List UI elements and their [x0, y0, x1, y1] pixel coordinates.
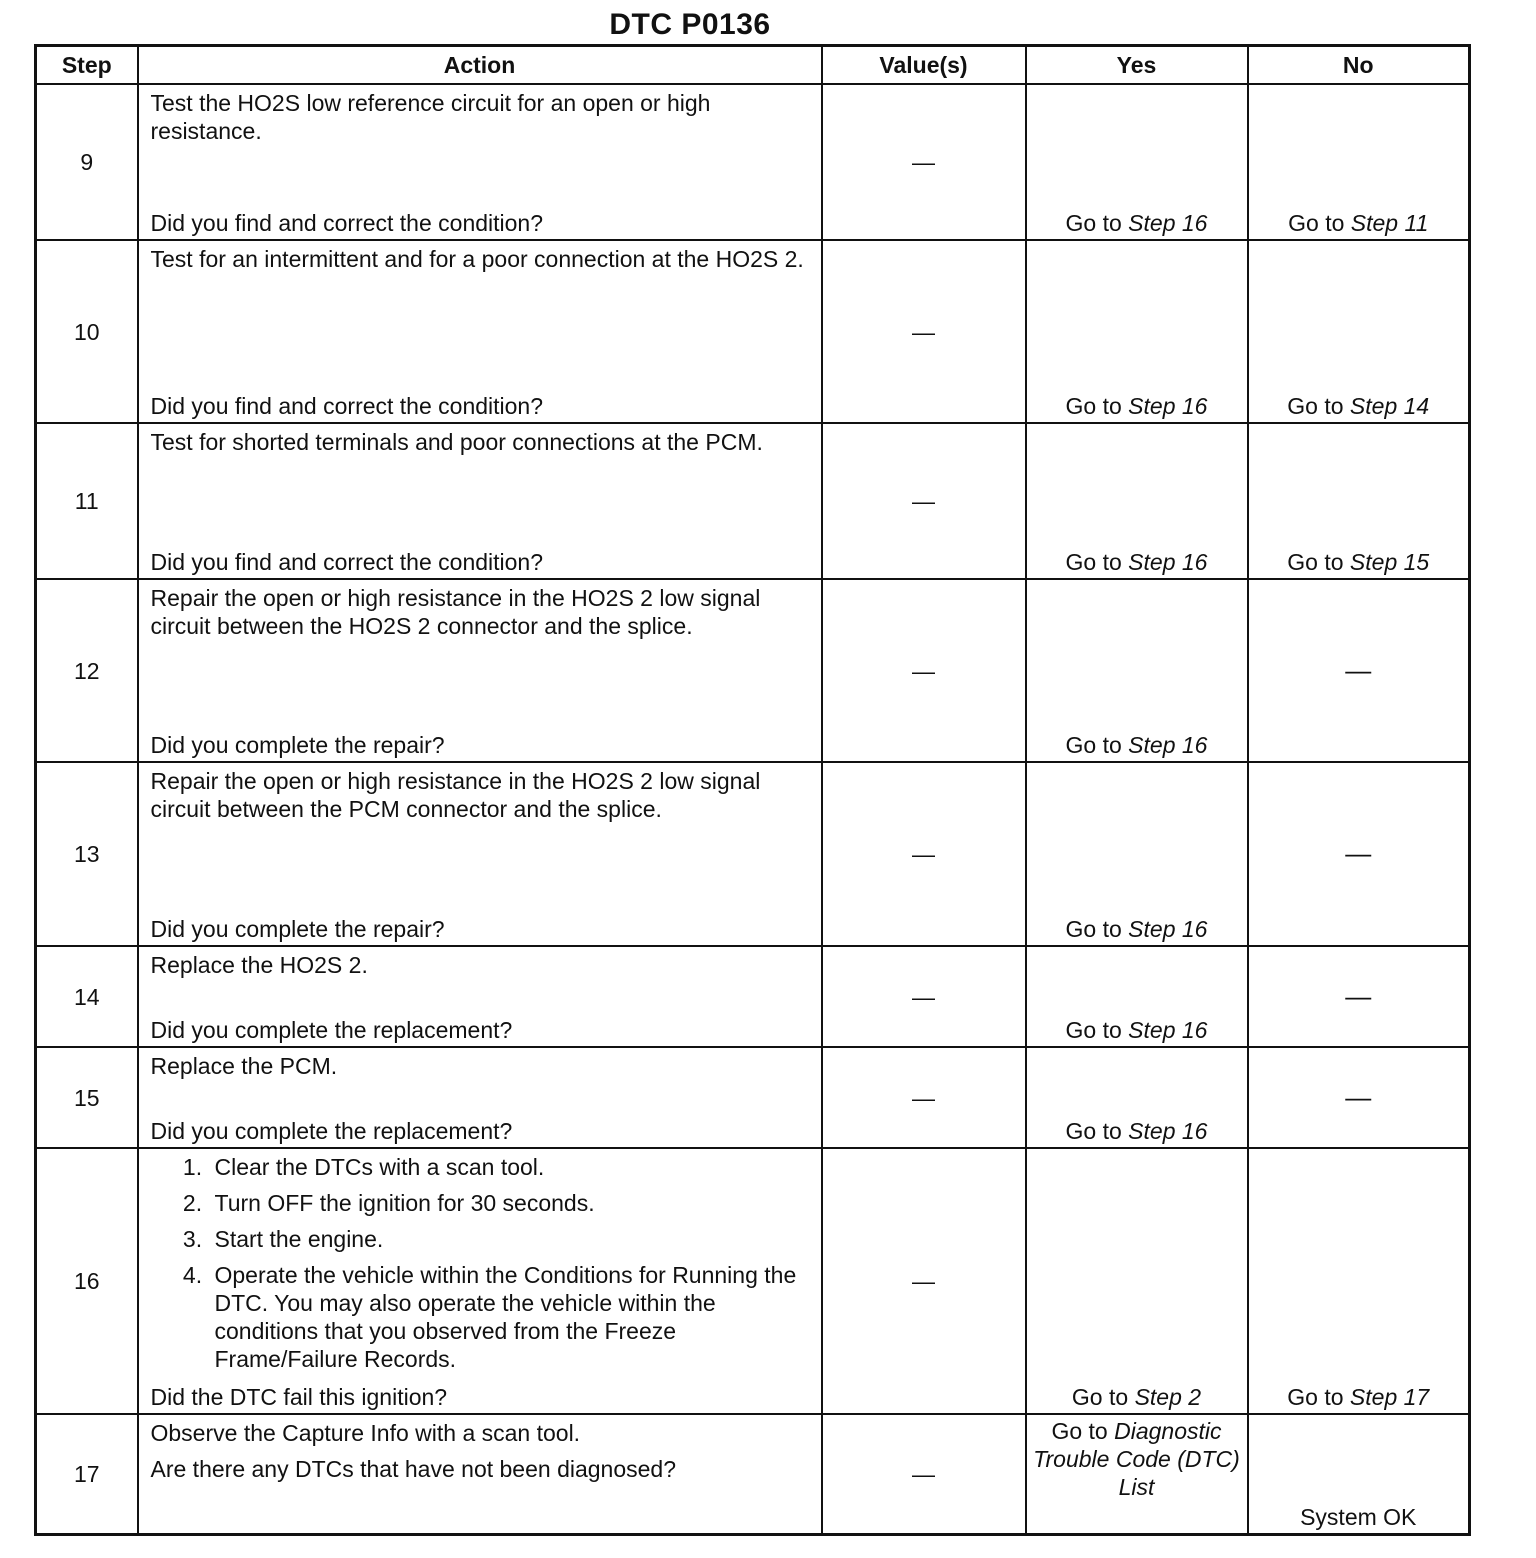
value-cell: — [822, 579, 1026, 762]
step-number: 12 [36, 579, 138, 762]
procedure-item: 1. Clear the DTCs with a scan tool. [209, 1153, 811, 1181]
step-number: 14 [36, 946, 138, 1047]
procedure-item: 2. Turn OFF the ignition for 30 seconds. [209, 1189, 811, 1217]
procedure-list [151, 1153, 811, 1373]
yes-target: Step 16 [1128, 1017, 1208, 1043]
yes-target: Step 16 [1128, 732, 1208, 758]
action-text: Repair the open or high resistance in the HO2S 2 low signal circuit between the HO2S 2 connector and the splice. [150, 585, 761, 639]
header-action: Action [138, 46, 822, 85]
step-number: 10 [36, 240, 138, 423]
yes-cell [1026, 1414, 1248, 1534]
action-question: Did you find and correct the condition? [150, 393, 544, 419]
step-number: 13 [36, 762, 138, 946]
yes-target: Diagnostic Trouble Code (DTC) List [1033, 1418, 1240, 1500]
action-cell [138, 946, 822, 1047]
action-question: Did you complete the replacement? [150, 1017, 513, 1043]
page-title: DTC P0136 [609, 8, 771, 41]
action-text: Test for shorted terminals and poor connections at the PCM. [150, 429, 763, 455]
yes-cell [1026, 84, 1248, 240]
action-text: Observe the Capture Info with a scan tool. [150, 1420, 581, 1446]
go-to-prefix: Go to [1071, 1384, 1129, 1410]
go-to-prefix: Go to [1065, 732, 1122, 758]
no-cell [1248, 84, 1470, 240]
procedure-item: 3. Start the engine. [209, 1225, 811, 1253]
yes-cell [1026, 579, 1248, 762]
action-cell [138, 423, 822, 579]
action-cell [138, 1047, 822, 1148]
table-row [36, 946, 1470, 1047]
value-cell: — [822, 1148, 1026, 1414]
action-text: Test the HO2S low reference circuit for an open or high resistance. [150, 90, 711, 144]
no-target: Step 14 [1349, 393, 1430, 419]
action-text: Repair the open or high resistance in the HO2S 2 low signal circuit between the PCM connector and the splice. [150, 768, 761, 822]
yes-target: Step 16 [1128, 393, 1208, 419]
table-row [36, 579, 1470, 762]
go-to-prefix: Go to [1065, 210, 1122, 236]
no-target: Step 17 [1349, 1384, 1430, 1410]
step-number: 9 [36, 84, 138, 240]
action-text: Replace the HO2S 2. [150, 952, 368, 978]
yes-target: Step 16 [1128, 210, 1208, 236]
step-number: 17 [36, 1414, 138, 1534]
action-question: Are there any DTCs that have not been diagnosed? [150, 1456, 677, 1482]
action-question: Did you complete the repair? [150, 732, 445, 758]
go-to-prefix: Go to [1288, 210, 1345, 236]
table-row [36, 1148, 1470, 1414]
action-question: Did you complete the repair? [150, 916, 445, 942]
yes-target: Step 2 [1134, 1384, 1202, 1410]
header-yes: Yes [1026, 46, 1248, 85]
table-row [36, 762, 1470, 946]
no-cell: System OK [1248, 1414, 1470, 1534]
yes-cell [1026, 1047, 1248, 1148]
procedure-item: 4. Operate the vehicle within the Conditions for Running the DTC. You may also operate the vehicle within the conditions that you observed from the Freeze Frame/Failure Records. [209, 1261, 811, 1373]
action-question: Did you complete the replacement? [150, 1118, 513, 1144]
yes-cell [1026, 423, 1248, 579]
action-cell [138, 1414, 822, 1534]
header-row [36, 46, 1470, 85]
no-cell [1248, 423, 1470, 579]
go-to-prefix: Go to [1051, 1418, 1108, 1444]
no-cell [1248, 1148, 1470, 1414]
action-cell [138, 579, 822, 762]
go-to-prefix: Go to [1065, 1017, 1122, 1043]
action-cell [138, 84, 822, 240]
action-cell [138, 762, 822, 946]
value-cell: — [822, 84, 1026, 240]
value-cell: — [822, 1414, 1026, 1534]
action-cell [138, 1148, 822, 1414]
action-question: Did the DTC fail this ignition? [150, 1384, 448, 1410]
no-cell: — [1248, 579, 1470, 762]
action-question: Did you find and correct the condition? [150, 210, 544, 236]
action-cell [138, 240, 822, 423]
go-to-prefix: Go to [1065, 1118, 1122, 1144]
table-row [36, 423, 1470, 579]
no-cell: — [1248, 946, 1470, 1047]
yes-cell [1026, 946, 1248, 1047]
yes-cell [1026, 1148, 1248, 1414]
table-row [36, 84, 1470, 240]
step-number: 16 [36, 1148, 138, 1414]
yes-cell [1026, 762, 1248, 946]
yes-cell [1026, 240, 1248, 423]
go-to-prefix: Go to [1287, 1384, 1344, 1410]
table-row [36, 240, 1470, 423]
header-values: Value(s) [822, 46, 1026, 85]
step-number: 15 [36, 1047, 138, 1148]
no-cell [1248, 240, 1470, 423]
action-text: Replace the PCM. [150, 1053, 338, 1079]
header-no: No [1248, 46, 1470, 85]
go-to-prefix: Go to [1287, 549, 1344, 575]
value-cell: — [822, 423, 1026, 579]
yes-target: Step 16 [1128, 549, 1208, 575]
yes-target: Step 16 [1128, 916, 1208, 942]
value-cell: — [822, 946, 1026, 1047]
action-text: Test for an intermittent and for a poor connection at the HO2S 2. [150, 246, 804, 272]
table-row [36, 1414, 1470, 1534]
table-row [36, 1047, 1470, 1148]
no-target: Step 15 [1349, 549, 1430, 575]
value-cell: — [822, 762, 1026, 946]
no-cell: — [1248, 762, 1470, 946]
diagnostic-table [34, 44, 1471, 1536]
go-to-prefix: Go to [1065, 916, 1122, 942]
go-to-prefix: Go to [1065, 549, 1122, 575]
yes-target: Step 16 [1128, 1118, 1208, 1144]
step-number: 11 [36, 423, 138, 579]
value-cell: — [822, 240, 1026, 423]
go-to-prefix: Go to [1287, 393, 1344, 419]
header-step: Step [36, 46, 138, 85]
go-to-prefix: Go to [1065, 393, 1122, 419]
no-cell: — [1248, 1047, 1470, 1148]
no-target: Step 11 [1350, 210, 1429, 236]
value-cell: — [822, 1047, 1026, 1148]
action-question: Did you find and correct the condition? [150, 549, 544, 575]
